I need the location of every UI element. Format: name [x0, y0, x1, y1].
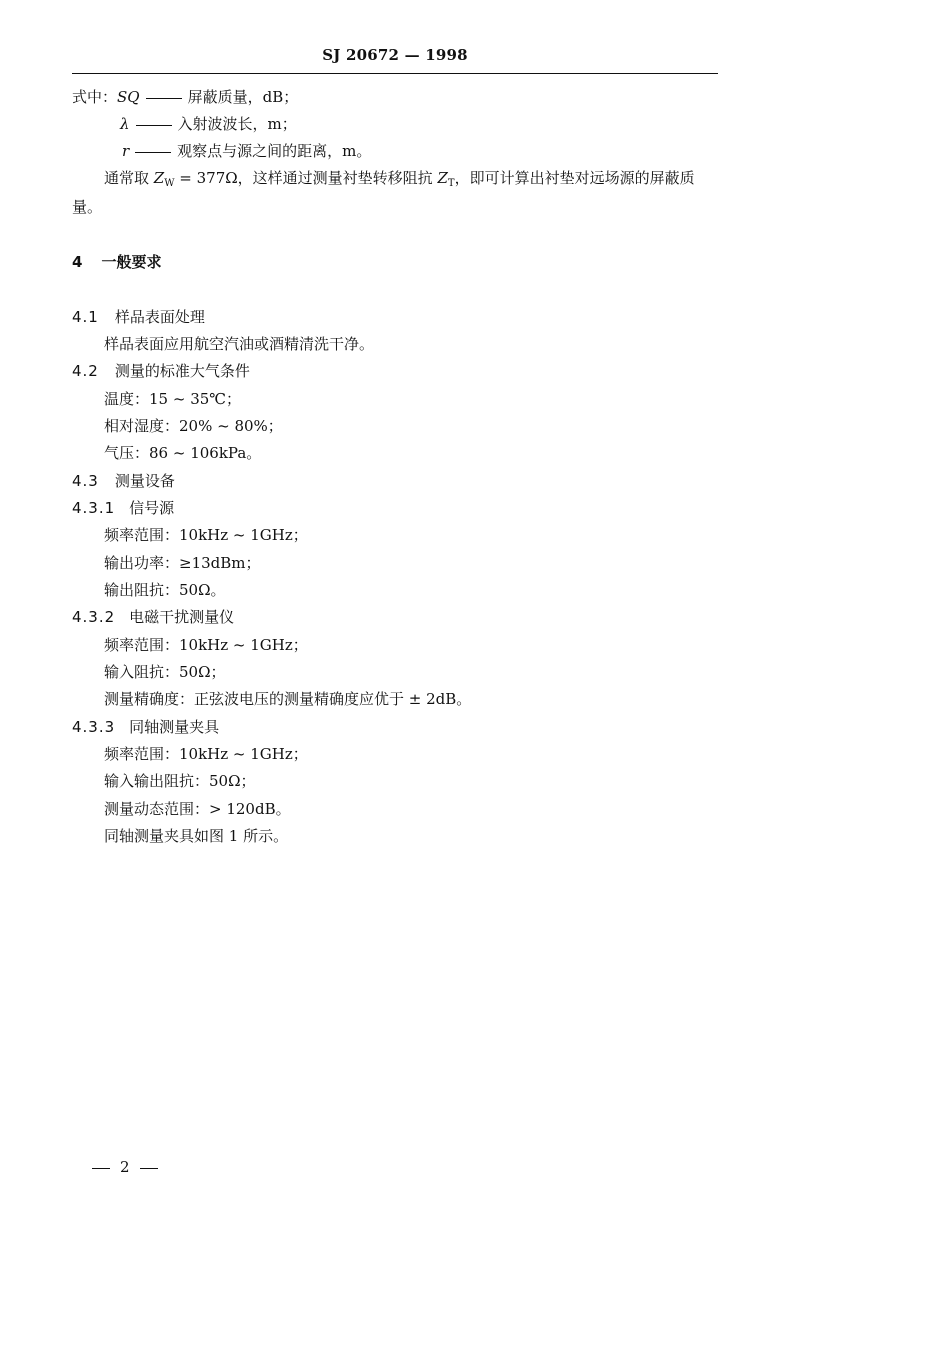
section-number: 4.1 [72, 308, 99, 326]
section-title: 测量的标准大气条件 [114, 362, 250, 380]
legend-dash [136, 125, 172, 126]
body-line: 温度：15 ~ 35℃； [104, 390, 242, 408]
legend-desc-r: 观察点与源之间的距离，m。 [177, 142, 372, 160]
legend-line-r [122, 141, 371, 161]
section-title: 测量设备 [114, 472, 175, 490]
legend-symbol-lambda: λ [120, 115, 130, 133]
section-number: 4.3 [72, 472, 99, 490]
section-number: 4.2 [72, 362, 99, 380]
body-line: 气压：86 ~ 106kPa。 [104, 444, 262, 462]
standard-code-header: SJ 20672 — 1998 [322, 46, 468, 64]
page-number-value: 2 [120, 1158, 130, 1176]
body-line: 频率范围：10kHz ~ 1GHz； [104, 636, 308, 654]
section-title: 电磁干扰测量仪 [129, 608, 235, 626]
paragraph-text: = 377Ω，这样通过测量衬垫转移阻抗 [174, 169, 438, 187]
section-number: 4.3.2 [72, 608, 116, 626]
body-line: 输出阻抗：50Ω。 [104, 581, 226, 599]
body-line: 输入阻抗：50Ω； [104, 663, 226, 681]
paragraph-line-2: 量。 [72, 198, 103, 216]
body-line: 测量动态范围：> 120dB。 [104, 800, 291, 818]
legend-line-lambda [120, 114, 297, 134]
section-4-2-heading [72, 361, 250, 381]
section-4-3-2-heading [72, 607, 234, 627]
legend-desc-sq: 屏蔽质量，dB； [187, 88, 299, 106]
legend-symbol-r: r [122, 142, 130, 160]
section-4-3-1-heading [72, 498, 174, 518]
section-4-3-heading [72, 471, 175, 491]
section-number: 4.3.3 [72, 718, 116, 736]
page-number [92, 1158, 158, 1176]
paragraph-line-1 [104, 168, 695, 194]
footer-dash-right [140, 1168, 158, 1169]
section-4-3-3-heading [72, 717, 219, 737]
body-line: 测量精确度：正弦波电压的测量精确度应优于 ± 2dB。 [104, 690, 472, 708]
section-number: 4 [72, 253, 84, 271]
paragraph-text: ，即可计算出衬垫对远场源的屏蔽质 [454, 169, 695, 187]
body-line: 相对湿度：20% ~ 80%； [104, 417, 283, 435]
legend-desc-lambda: 入射波波长，m； [177, 115, 297, 133]
section-title: 信号源 [129, 499, 175, 517]
symbol-zt: Z [437, 169, 448, 187]
symbol-zw-subscript: W [164, 178, 175, 189]
footer-dash-left [92, 1168, 110, 1169]
legend-symbol-sq: SQ [117, 88, 140, 106]
body-line: 输出功率：≥13dBm； [104, 554, 261, 572]
section-number: 4.3.1 [72, 499, 116, 517]
legend-dash [146, 98, 182, 99]
body-line: 同轴测量夹具如图 1 所示。 [104, 827, 289, 845]
header-rule [72, 73, 718, 74]
section-title: 一般要求 [101, 253, 162, 271]
section-title: 同轴测量夹具 [129, 718, 220, 736]
body-line: 频率范围：10kHz ~ 1GHz； [104, 745, 308, 763]
body-line: 输入输出阻抗：50Ω； [104, 772, 256, 790]
section-title: 样品表面处理 [114, 308, 205, 326]
section-4-1-heading [72, 307, 205, 327]
section-4-heading [72, 252, 161, 272]
body-line: 频率范围：10kHz ~ 1GHz； [104, 526, 308, 544]
symbol-zw: Z [153, 169, 165, 187]
legend-line-sq [72, 87, 298, 107]
body-line: 样品表面应用航空汽油或酒精清洗干净。 [104, 335, 375, 353]
legend-dash [135, 152, 171, 153]
legend-lead: 式中： [72, 88, 118, 106]
symbol-zt-subscript: T [447, 178, 455, 189]
paragraph-text: 通常取 [104, 169, 154, 187]
